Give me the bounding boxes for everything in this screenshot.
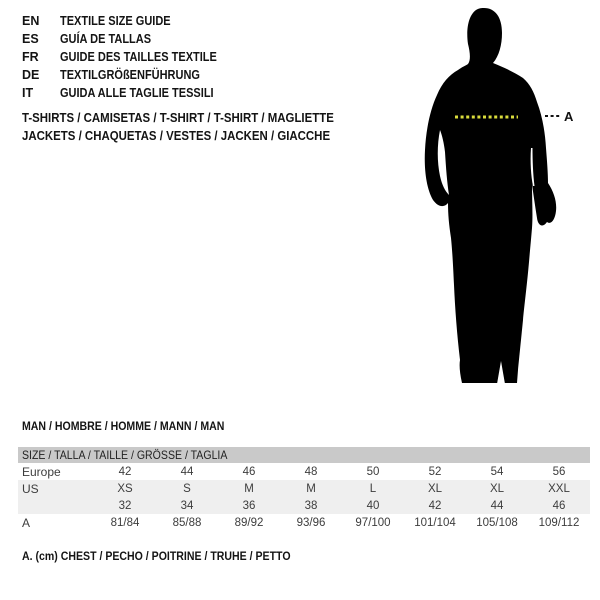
section-label-text: MAN / HOMBRE / HOMME / MANN / MAN: [22, 419, 225, 433]
lang-title: TEXTILE SIZE GUIDE: [60, 14, 171, 28]
size-cell: XL: [489, 482, 505, 495]
table-row-europe: [18, 463, 590, 480]
man-silhouette: [400, 0, 600, 400]
lang-code: FR: [22, 50, 39, 64]
size-cell: XXL: [548, 482, 570, 495]
size-cell: 32: [118, 499, 132, 512]
size-cell: 54: [490, 465, 504, 478]
size-cell: 42: [428, 499, 442, 512]
lang-row-de: [22, 66, 238, 84]
table-row-chest-a: [18, 514, 590, 531]
size-cell: 97/100: [355, 516, 391, 529]
table-row-numeric: [18, 497, 590, 514]
size-cell: M: [244, 482, 254, 495]
figure-area: [400, 0, 600, 400]
size-cell: 40: [366, 499, 380, 512]
size-cell: 48: [304, 465, 318, 478]
section-label: [22, 419, 252, 433]
size-table-header: SIZE / TALLA / TAILLE / GRÖSSE / TAGLIA: [22, 448, 228, 462]
size-table: [18, 447, 590, 531]
lang-row-it: [22, 84, 238, 102]
size-cell: 38: [304, 499, 318, 512]
lang-code: ES: [22, 32, 39, 46]
table-row-us: [18, 480, 590, 497]
measurement-footnote-text: A. (cm) CHEST / PECHO / POITRINE / TRUHE / PETTO: [22, 549, 291, 563]
size-cell: 89/92: [234, 516, 264, 529]
size-cell: 50: [366, 465, 380, 478]
size-cell: 56: [552, 465, 566, 478]
size-cell: XL: [427, 482, 443, 495]
garment-categories: [22, 109, 376, 145]
lang-title: GUÍA DE TALLAS: [60, 32, 152, 46]
size-cell: 109/112: [538, 516, 580, 529]
lang-title: GUIDE DES TAILLES TEXTILE: [60, 50, 217, 64]
size-cell: M: [306, 482, 316, 495]
size-cell: 44: [180, 465, 194, 478]
row-label-a: A: [22, 515, 31, 530]
lang-code: DE: [22, 68, 40, 82]
lang-row-en: [22, 12, 238, 30]
lang-row-fr: [22, 48, 238, 66]
size-cell: 52: [428, 465, 442, 478]
size-cell: 36: [242, 499, 256, 512]
size-cell: 46: [242, 465, 256, 478]
size-cell: 44: [490, 499, 504, 512]
measure-label-a: A: [564, 109, 574, 124]
size-cell: 81/84: [110, 516, 140, 529]
size-table-header-row: [18, 447, 590, 463]
size-cell: 101/104: [414, 516, 456, 529]
lang-row-es: [22, 30, 238, 48]
size-cell: S: [183, 482, 191, 495]
language-list: [22, 12, 238, 102]
row-label-blank: [18, 497, 94, 514]
category-line-tshirts: T-SHIRTS / CAMISETAS / T-SHIRT / T-SHIRT / MAGLIETTE: [22, 110, 334, 125]
lang-code: IT: [22, 86, 34, 100]
lang-title: GUIDA ALLE TAGLIE TESSILI: [60, 86, 214, 100]
lang-code: EN: [22, 14, 40, 28]
size-cell: 42: [118, 465, 132, 478]
size-cell: 85/88: [172, 516, 202, 529]
size-cell: 46: [552, 499, 566, 512]
size-cell: 34: [180, 499, 194, 512]
row-label-europe: Europe: [22, 464, 61, 479]
size-cell: 105/108: [476, 516, 518, 529]
size-cell: 93/96: [296, 516, 326, 529]
lang-title: TEXTILGRÖßENFÜHRUNG: [60, 68, 200, 82]
size-cell: L: [369, 482, 377, 495]
silhouette-path: [425, 8, 556, 383]
category-line-jackets: JACKETS / CHAQUETAS / VESTES / JACKEN / GIACCHE: [22, 128, 331, 143]
size-cell: XS: [117, 482, 133, 495]
row-label-us: US: [22, 481, 39, 496]
measurement-footnote: [22, 549, 327, 563]
